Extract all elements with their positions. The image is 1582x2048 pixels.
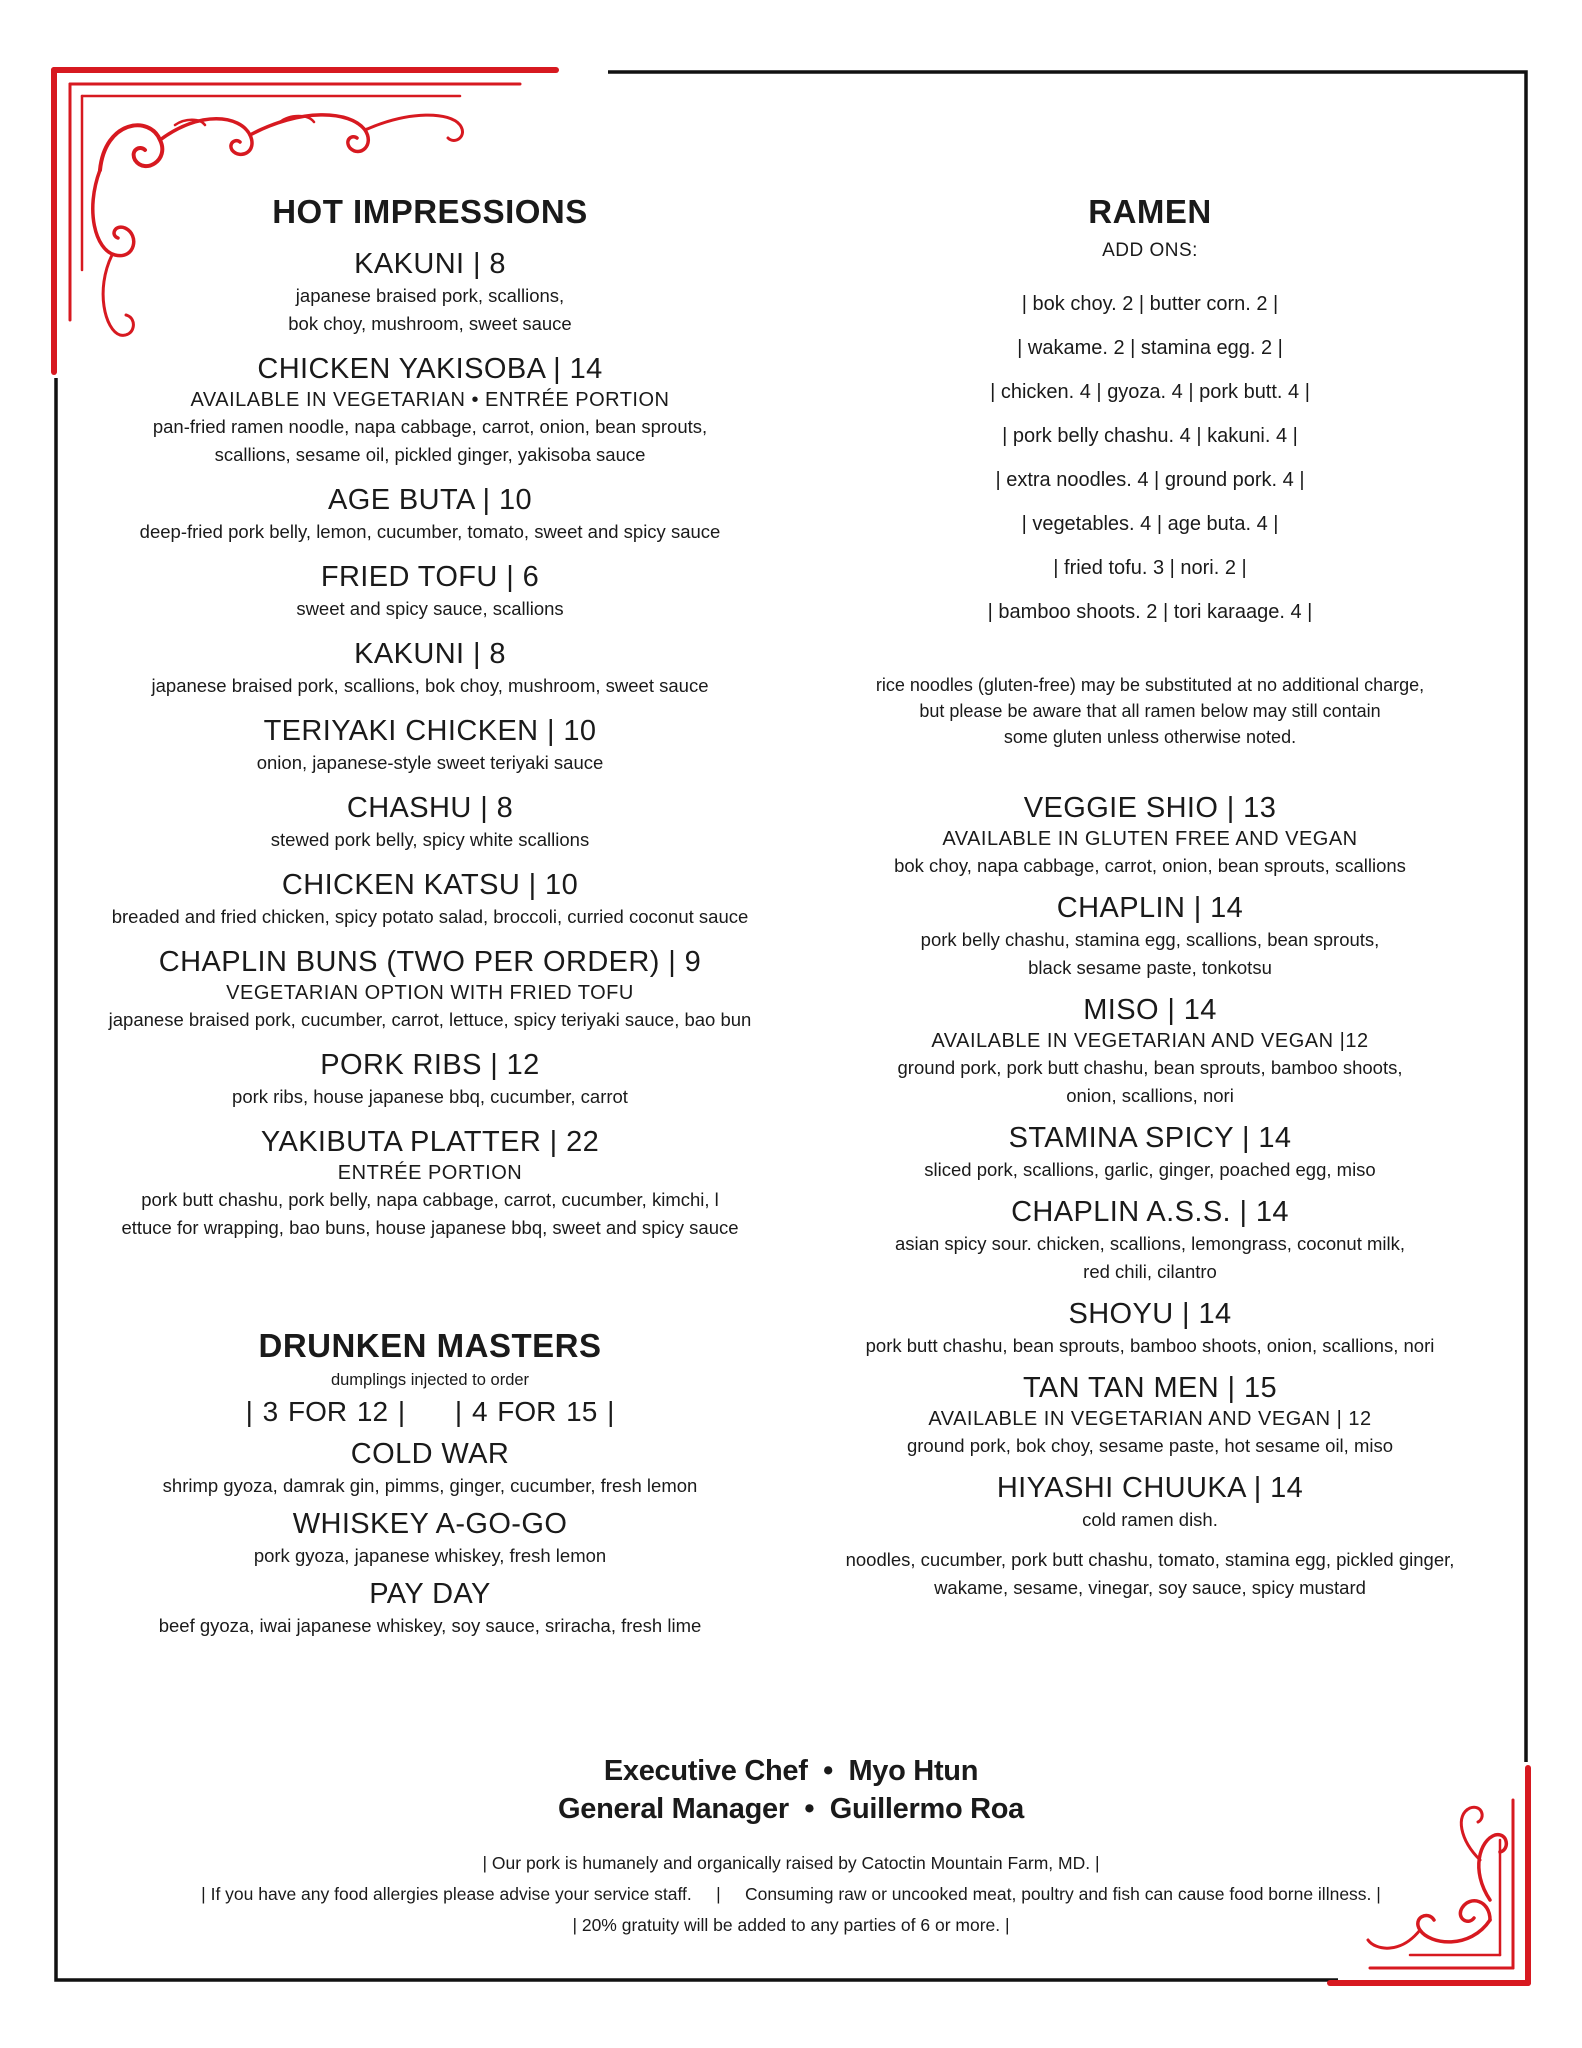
section-title-hot-impressions: HOT IMPRESSIONS (272, 193, 588, 230)
addon-line: | extra noodles. 4 | ground pork. 4 | (995, 469, 1305, 491)
item-description: asian spicy sour. chicken, scallions, lemongrass, coconut milk, (895, 1233, 1405, 1254)
item-description: black sesame paste, tonkotsu (1028, 957, 1272, 978)
item-name: CHICKEN KATSU | 10 (281, 869, 579, 901)
menu-item (90, 559, 770, 623)
menu-item (90, 246, 770, 338)
item-name: CHICKEN YAKISOBA | 14 (257, 353, 603, 385)
item-description: breaded and fried chicken, spicy potato salad, broccoli, curried coconut sauce (111, 906, 749, 927)
section-title-drunken-masters: DRUNKEN MASTERS (258, 1327, 602, 1364)
hot-impressions-list (90, 246, 770, 1242)
item-description: bok choy, mushroom, sweet sauce (288, 313, 572, 334)
item-description: pork ribs, house japanese bbq, cucumber, carrot (232, 1086, 628, 1107)
item-description: sweet and spicy sauce, scallions (296, 598, 564, 619)
item-description: ettuce for wrapping, bao buns, house japanese bbq, sweet and spicy sauce (121, 1217, 739, 1238)
item-description: pork butt chashu, pork belly, napa cabbage, carrot, cucumber, kimchi, l (141, 1189, 719, 1210)
gluten-note-line: some gluten unless otherwise noted. (1003, 727, 1297, 747)
executive-chef-line: Executive Chef • Myo Htun (603, 1755, 979, 1787)
gluten-note-line: but please be aware that all ramen below may still contain (919, 701, 1381, 721)
gluten-note-line: rice noodles (gluten-free) may be substituted at no additional charge, (875, 675, 1425, 695)
menu-item (810, 1194, 1490, 1286)
addon-line: | vegetables. 4 | age buta. 4 | (1021, 513, 1279, 535)
item-name: CHAPLIN A.S.S. | 14 (1011, 1196, 1289, 1228)
item-name: WHISKEY A-GO-GO (292, 1508, 568, 1540)
item-description: ground pork, bok choy, sesame paste, hot sesame oil, miso (906, 1435, 1394, 1456)
menu-item (810, 1296, 1490, 1360)
item-description: stewed pork belly, spicy white scallions (270, 829, 590, 850)
dumpling-deals (90, 1394, 770, 1430)
item-name: COLD WAR (350, 1438, 510, 1470)
item-note: VEGETARIAN OPTION WITH FRIED TOFU (226, 982, 634, 1004)
menu-item (810, 1120, 1490, 1184)
general-manager-line: General Manager • Guillermo Roa (558, 1793, 1024, 1825)
item-name: TAN TAN MEN | 15 (1022, 1372, 1278, 1404)
addon-line: | bamboo shoots. 2 | tori karaage. 4 | (987, 601, 1313, 623)
item-name: PAY DAY (369, 1578, 491, 1610)
addon-line: | chicken. 4 | gyoza. 4 | pork butt. 4 | (990, 381, 1310, 403)
menu-item (90, 482, 770, 546)
item-note: AVAILABLE IN GLUTEN FREE AND VEGAN (942, 828, 1358, 850)
menu-item (810, 1470, 1490, 1602)
item-description: noodles, cucumber, pork butt chashu, tomato, stamina egg, pickled ginger, (845, 1549, 1455, 1570)
deal-4-for-15: | 4 FOR 15 | (454, 1396, 615, 1427)
item-description: japanese braised pork, scallions, (295, 285, 565, 306)
menu-item (90, 1124, 770, 1242)
item-description: onion, japanese-style sweet teriyaki sauce (256, 752, 604, 773)
menu-footer (0, 1752, 1582, 1941)
item-description: japanese braised pork, cucumber, carrot, lettuce, spicy teriyaki sauce, bao bun (108, 1009, 752, 1030)
item-description: shrimp gyoza, damrak gin, pimms, ginger, cucumber, fresh lemon (162, 1475, 698, 1496)
item-description-spacer (810, 1534, 1490, 1546)
menu-item (810, 1370, 1490, 1460)
item-description: bok choy, napa cabbage, carrot, onion, bean sprouts, scallions (894, 855, 1406, 876)
menu-item (90, 1047, 770, 1111)
menu-item (90, 867, 770, 931)
item-note: AVAILABLE IN VEGETARIAN AND VEGAN | 12 (928, 1408, 1372, 1430)
menu-item (90, 1506, 770, 1570)
menu-item (90, 351, 770, 469)
item-name: CHASHU | 8 (346, 792, 514, 824)
gratuity-note: | 20% gratuity will be added to any parties of 6 or more. | (572, 1915, 1010, 1935)
item-name: KAKUNI | 8 (354, 638, 506, 670)
item-name: PORK RIBS | 12 (320, 1049, 540, 1081)
item-description: pork belly chashu, stamina egg, scallions, bean sprouts, (920, 929, 1380, 950)
item-name: YAKIBUTA PLATTER | 22 (260, 1126, 600, 1158)
item-description: red chili, cilantro (1083, 1261, 1217, 1282)
drunken-masters-subtitle: dumplings injected to order (330, 1371, 530, 1389)
addon-line: | bok choy. 2 | butter corn. 2 | (1021, 293, 1279, 315)
item-description: pork butt chashu, bean sprouts, bamboo shoots, onion, scallions, nori (865, 1335, 1435, 1356)
item-description: ground pork, pork butt chashu, bean sprouts, bamboo shoots, (897, 1057, 1403, 1078)
item-name: KAKUNI | 8 (354, 248, 506, 280)
menu-item (810, 992, 1490, 1110)
addon-line: | wakame. 2 | stamina egg. 2 | (1017, 337, 1283, 359)
item-description: japanese braised pork, scallions, bok choy, mushroom, sweet sauce (151, 675, 709, 696)
menu-item (90, 790, 770, 854)
deal-3-for-12: | 3 FOR 12 | (245, 1396, 406, 1427)
pork-sourcing-note: | Our pork is humanely and organically raised by Catoctin Mountain Farm, MD. | (482, 1853, 1100, 1873)
gluten-note (810, 672, 1490, 750)
menu-item (90, 1436, 770, 1500)
item-description: deep-fried pork belly, lemon, cucumber, tomato, sweet and spicy sauce (139, 521, 721, 542)
item-description: scallions, sesame oil, pickled ginger, yakisoba sauce (214, 444, 646, 465)
item-description: beef gyoza, iwai japanese whiskey, soy sauce, sriracha, fresh lime (158, 1615, 702, 1636)
item-note: AVAILABLE IN VEGETARIAN AND VEGAN |12 (931, 1030, 1369, 1052)
item-name: SHOYU | 14 (1068, 1298, 1232, 1330)
item-name: CHAPLIN BUNS (TWO PER ORDER) | 9 (158, 946, 702, 978)
addons-label: ADD ONS: (1102, 240, 1198, 261)
menu-item (90, 944, 770, 1034)
item-description: onion, scallions, nori (1066, 1085, 1234, 1106)
item-description: pork gyoza, japanese whiskey, fresh lemon (253, 1545, 607, 1566)
item-description: wakame, sesame, vinegar, soy sauce, spicy mustard (934, 1577, 1366, 1598)
item-note: ENTRÉE PORTION (337, 1162, 523, 1184)
item-name: VEGGIE SHIO | 13 (1023, 792, 1277, 824)
addon-line: | fried tofu. 3 | nori. 2 | (1053, 557, 1247, 579)
menu-item (90, 636, 770, 700)
left-column (90, 190, 770, 1242)
item-name: FRIED TOFU | 6 (320, 561, 540, 593)
item-name: TERIYAKI CHICKEN | 10 (263, 715, 597, 747)
item-name: STAMINA SPICY | 14 (1008, 1122, 1292, 1154)
right-column (810, 190, 1490, 1602)
menu-item (90, 713, 770, 777)
item-description: pan-fried ramen noodle, napa cabbage, carrot, onion, bean sprouts, (152, 416, 708, 437)
footer-notes (0, 1848, 1582, 1941)
item-description: cold ramen dish. (1082, 1509, 1218, 1530)
menu-item (810, 890, 1490, 982)
item-name: HIYASHI CHUUKA | 14 (996, 1472, 1304, 1504)
drunken-masters-list (90, 1436, 770, 1640)
item-note: AVAILABLE IN VEGETARIAN • ENTRÉE PORTION (190, 389, 670, 411)
addons-list (810, 282, 1490, 634)
item-name: CHAPLIN | 14 (1056, 892, 1244, 924)
item-name: AGE BUTA | 10 (328, 484, 532, 516)
ramen-list (810, 790, 1490, 1602)
menu-item (810, 790, 1490, 880)
menu-item (90, 1576, 770, 1640)
item-name: MISO | 14 (1083, 994, 1217, 1026)
addon-line: | pork belly chashu. 4 | kakuni. 4 | (1002, 425, 1298, 447)
drunken-masters-section (90, 1324, 770, 1640)
allergy-note: | If you have any food allergies please advise your service staff. | Consuming raw or uncooked meat, poultry and fish can cause food borne illness. | (201, 1884, 1381, 1904)
item-description: sliced pork, scallions, garlic, ginger, poached egg, miso (924, 1159, 1376, 1180)
section-title-ramen: RAMEN (1088, 193, 1212, 230)
